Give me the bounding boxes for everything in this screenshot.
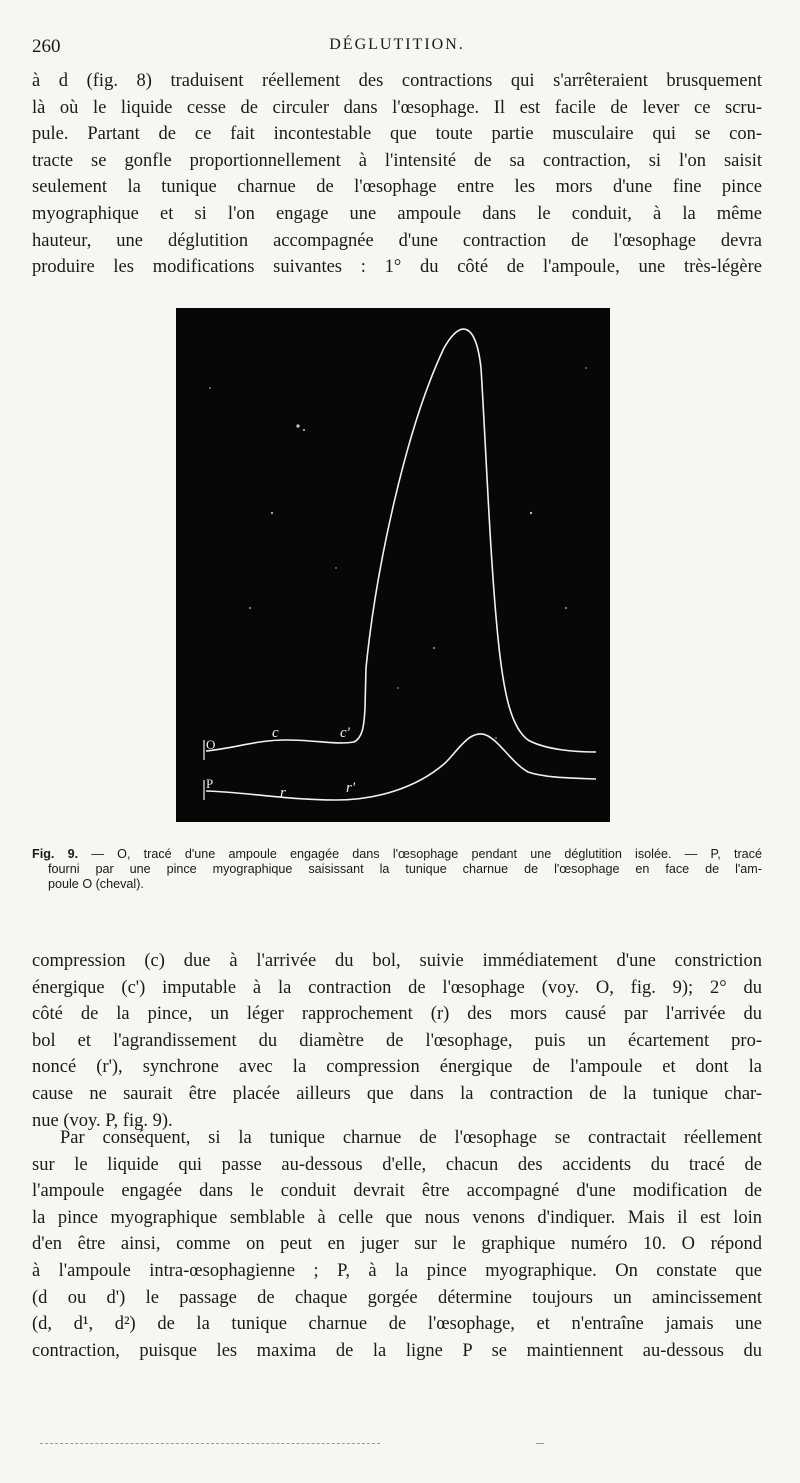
figure-9-tracing [176,308,610,822]
text-line: (d ou d') le passage de chaque gorgée détermine toujours un amincissement [32,1287,762,1308]
label-r-prime: r' [346,780,356,796]
text-line: pule. Partant de ce fait incontestable que toute partie musculaire qui se con- [32,124,762,145]
text-line: produire les modifications suivantes : 1° du côté de l'ampoule, une très-légère [32,257,762,278]
text-line: côté de la pince, un léger rapprochement (r) des mors causé par l'arrivée du [32,1004,762,1025]
text-line: seulement la tunique charnue de l'œsophage entre les mors d'une fine pince [32,177,762,198]
running-head [32,36,762,58]
tracing-plot [176,308,610,822]
text-line: contraction, puisque les maxima de la ligne P se maintiennent au-dessous du [32,1340,762,1361]
text-line: l'ampoule engagée dans le conduit devrait être accompagné d'une modification de [32,1181,762,1202]
caption-line: poule O (cheval). [48,877,144,891]
text-line: là où le liquide cesse de circuler dans l'œsophage. Il est facile de lever ce scru- [32,97,762,118]
label-P: P [206,776,214,791]
label-O: O [206,737,216,752]
text-line: nue (voy. P, fig. 9). [32,1110,173,1131]
paragraph-3 [32,1125,762,1364]
text-line: compression (c) due à l'arrivée du bol, suivie immédiatement d'une constriction [32,951,762,971]
caption-line: fourni par une pince myographique saisissant la tunique charnue de l'œsophage en face de l'am- [48,862,762,876]
text-line: à d (fig. 8) traduisent réellement des contractions qui s'arrêteraient brusquement [32,71,762,91]
text-line: Par conséquent, si la tunique charnue de l'œsophage se contractait réellement [60,1128,762,1148]
bleed-through-dash [536,1443,544,1444]
figure-caption [32,847,762,892]
paragraph-2 [32,948,762,1134]
caption-line [32,847,762,862]
page-number: 260 [32,36,61,57]
text-line: noncé (r'), synchrone avec la compression énergique de l'ampoule et dont la [32,1057,762,1078]
figure-label: Fig. 9. [32,847,79,861]
caption-text: — O, tracé d'une ampoule engagée dans l'œsophage pendant une déglutition isolée. — P, tracé [78,847,762,861]
text-line: cause ne saurait être placée ailleurs que dans la contraction de la tunique char- [32,1083,762,1104]
text-line: à l'ampoule intra-œsophagienne ; P, à la pince myographique. On constate que [32,1260,762,1281]
text-line: d'en être ainsi, comme on peut en juger sur le graphique numéro 10. O répond [32,1234,762,1255]
text-line: bol et l'agrandissement du diamètre de l'œsophage, puis un écartement pro- [32,1030,762,1051]
text-line: la pince myographique semblable à celle que nous venons d'indiquer. Mais il est loin [32,1207,762,1228]
label-r: r [280,785,286,801]
text-line: sur le liquide qui passe au-dessous d'elle, chacun des accidents du tracé de [32,1154,762,1175]
text-line: tracte se gonfle proportionnellement à l'intensité de sa contraction, si l'on saisit [32,150,762,171]
running-title: DÉGLUTITION. [329,36,465,53]
paragraph-1 [32,68,762,281]
text-line: énergique (c') imputable à la contraction de l'œsophage (voy. O, fig. 9); 2° du [32,977,762,998]
bleed-through-rule [40,1443,380,1444]
label-c-prime: c' [340,725,350,741]
text-line: myographique et si l'on engage une ampoule dans le conduit, à la même [32,203,762,224]
text-line: (d, d¹, d²) de la tunique charnue de l'œsophage, et n'entraîne jamais une [32,1314,762,1335]
text-line: hauteur, une déglutition accompagnée d'une contraction de l'œsophage devra [32,230,762,251]
label-c: c [272,725,279,741]
